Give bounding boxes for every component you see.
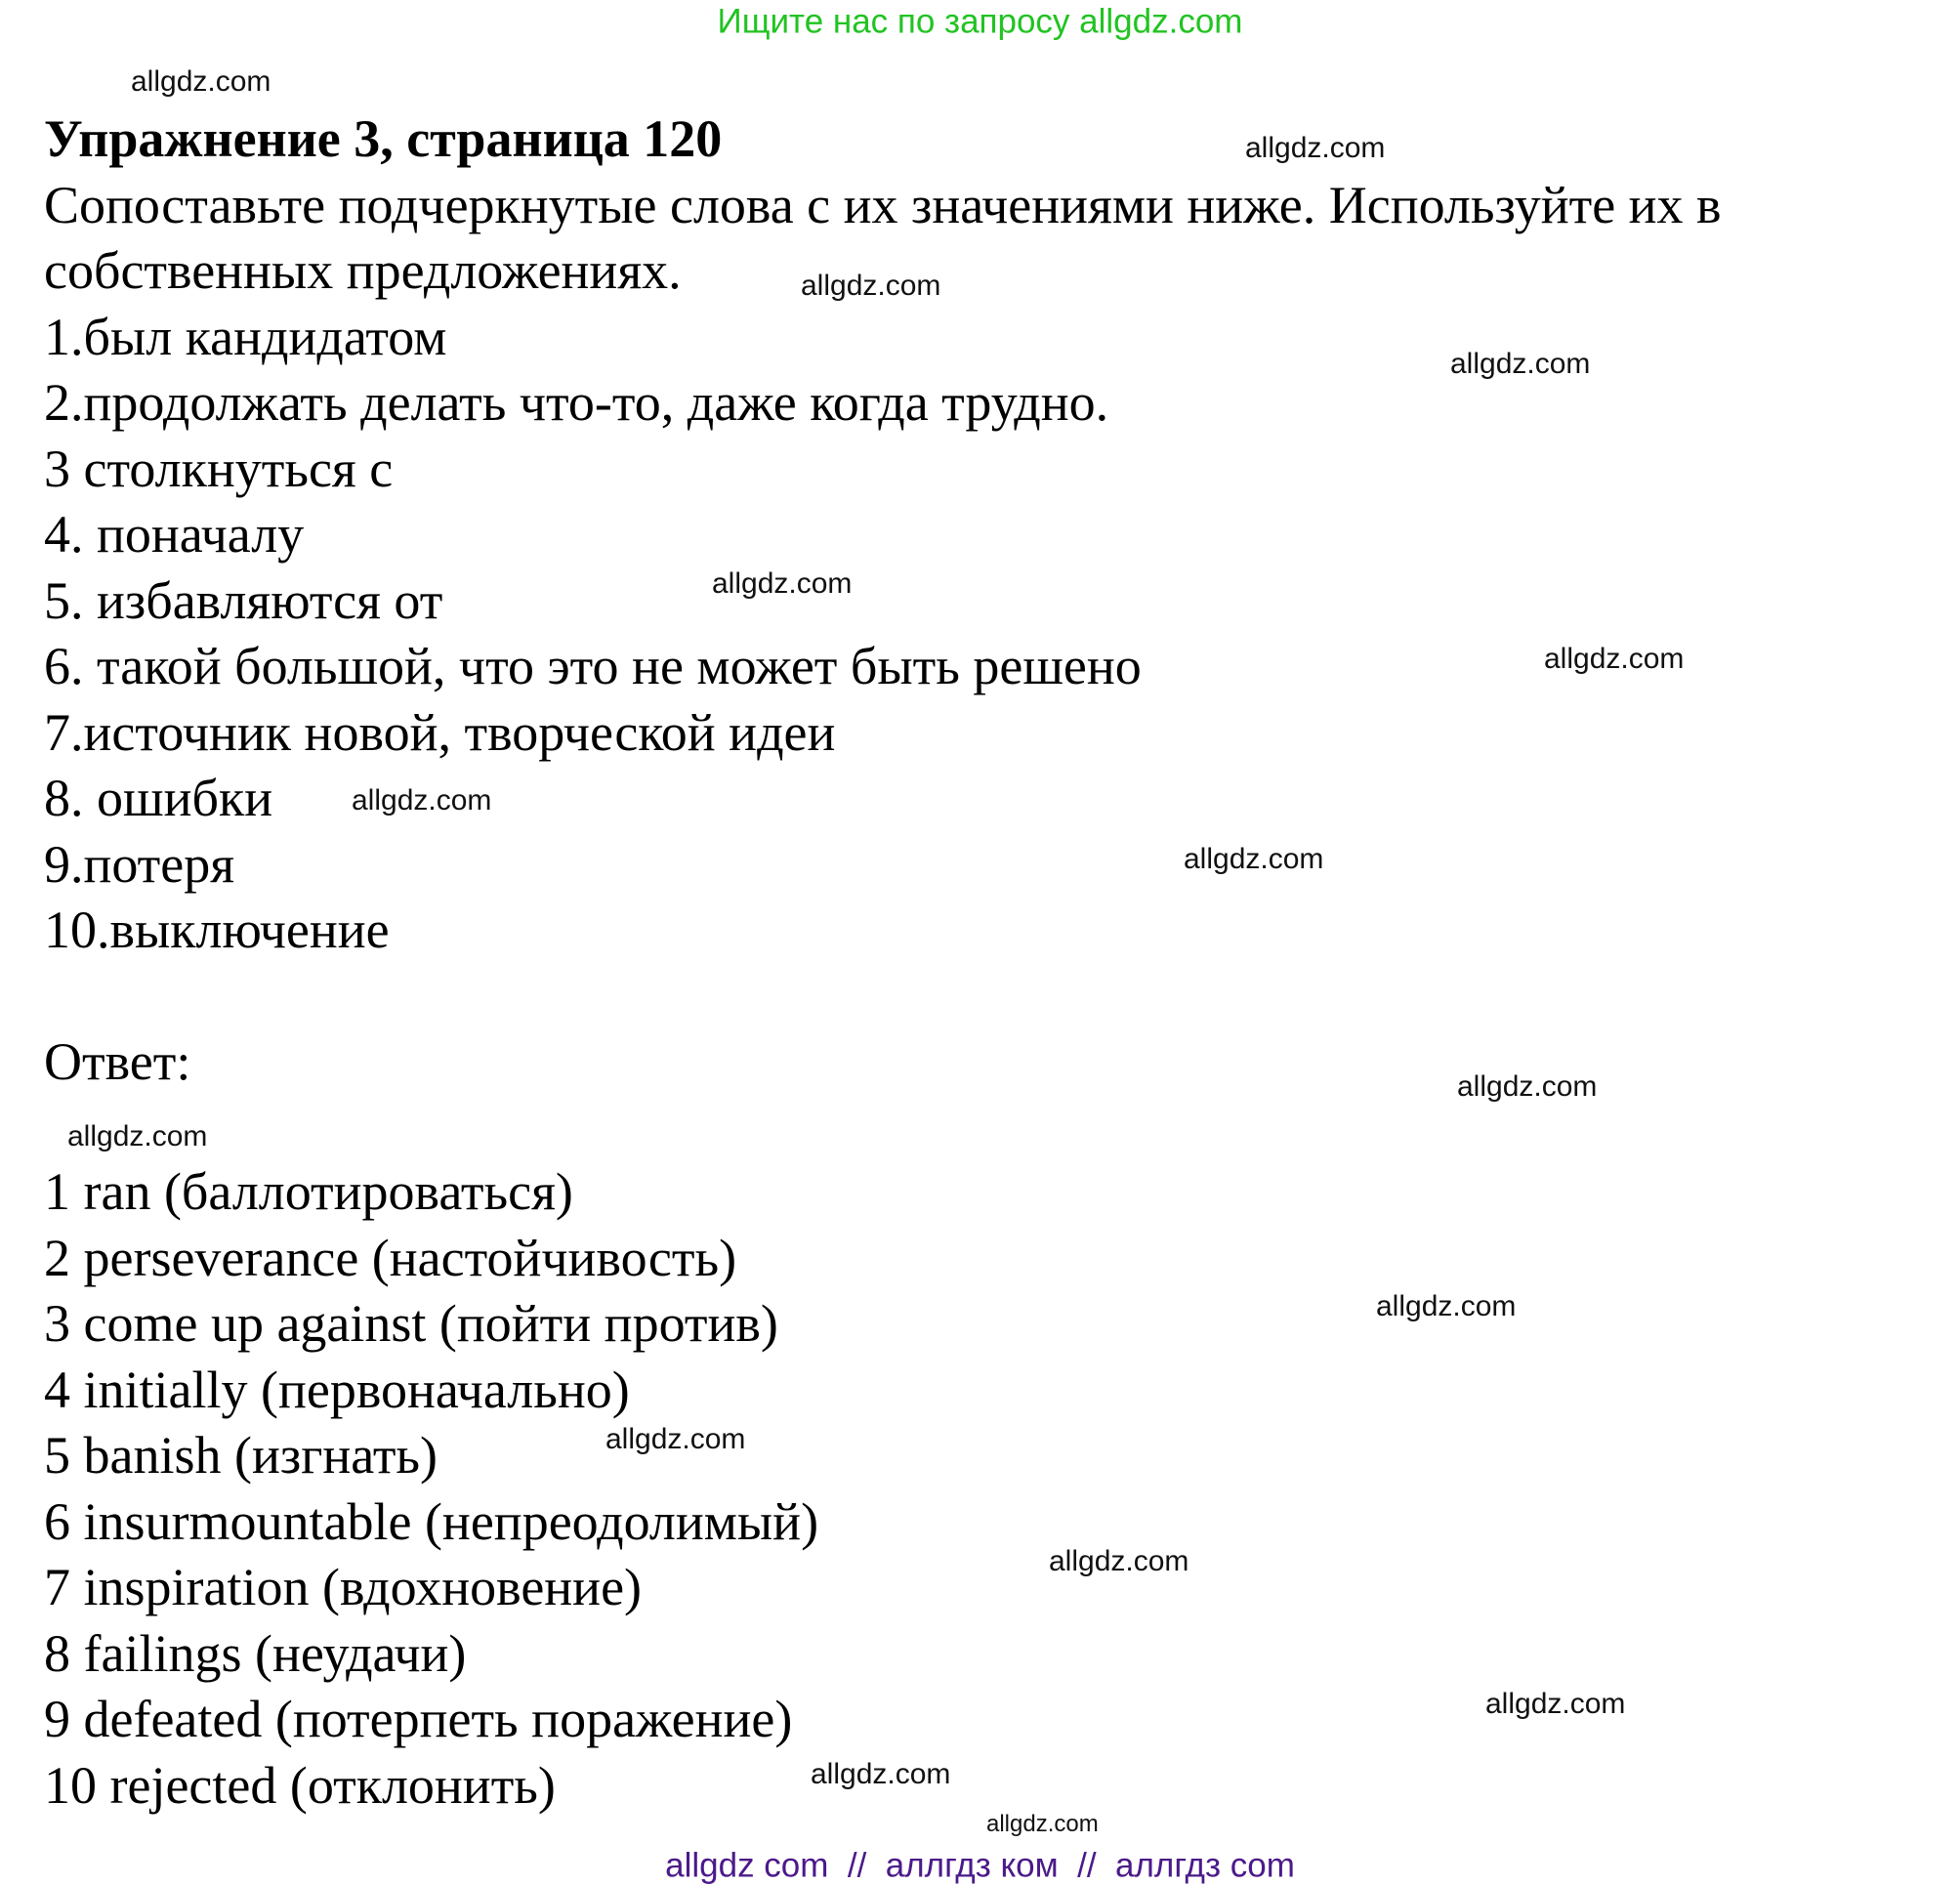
watermark: allgdz.com bbox=[1049, 1545, 1189, 1577]
definition-item: 4. поначалу bbox=[44, 505, 305, 564]
watermark: allgdz.com bbox=[352, 784, 492, 817]
answer-item: 4 initially (первоначально) bbox=[44, 1361, 630, 1419]
watermark: allgdz.com bbox=[1485, 1688, 1626, 1720]
watermark: allgdz.com bbox=[605, 1423, 746, 1455]
definition-item: 6. такой большой, что это не может быть решено bbox=[44, 637, 1142, 695]
answer-item: 7 inspiration (вдохновение) bbox=[44, 1558, 643, 1616]
watermark: allgdz.com bbox=[811, 1758, 951, 1790]
answer-item: 2 perseverance (настойчивость) bbox=[44, 1229, 737, 1287]
definition-item: 7.источник новой, творческой идеи bbox=[44, 703, 836, 762]
watermark: allgdz.com bbox=[1376, 1290, 1517, 1322]
definition-item: 2.продолжать делать что-то, даже когда трудно. bbox=[44, 373, 1109, 432]
answer-item: 8 failings (неудачи) bbox=[44, 1624, 467, 1683]
answer-label: Ответ: bbox=[44, 1032, 191, 1091]
watermark: allgdz.com bbox=[1184, 843, 1324, 875]
definition-item: 10.выключение bbox=[44, 901, 390, 959]
watermark: allgdz.com bbox=[1457, 1070, 1598, 1103]
answer-item: 6 insurmountable (непреодолимый) bbox=[44, 1492, 819, 1551]
top-banner: Ищите нас по запросу allgdz.com bbox=[717, 2, 1243, 41]
watermark: allgdz.com bbox=[1450, 348, 1591, 380]
answer-item: 10 rejected (отклонить) bbox=[44, 1756, 556, 1815]
answer-item: 1 ran (баллотироваться) bbox=[44, 1162, 573, 1221]
answer-item: 9 defeated (потерпеть поражение) bbox=[44, 1690, 793, 1748]
watermark: allgdz.com bbox=[801, 270, 941, 302]
instruction-line: Сопоставьте подчеркнутые слова с их значениями ниже. Используйте их в bbox=[44, 176, 1722, 234]
definition-item: 9.потеря bbox=[44, 835, 235, 894]
definition-item: 1.был кандидатом bbox=[44, 308, 447, 366]
watermark: allgdz.com bbox=[986, 1811, 1099, 1837]
footer-links: allgdz com // аллгдз ком // аллгдз com bbox=[665, 1846, 1295, 1885]
definition-item: 5. избавляются от bbox=[44, 571, 443, 630]
instruction-line: собственных предложениях. bbox=[44, 241, 682, 300]
definition-item: 3 столкнуться с bbox=[44, 440, 394, 498]
watermark: allgdz.com bbox=[131, 65, 271, 98]
answer-item: 5 banish (изгнать) bbox=[44, 1426, 438, 1485]
page-title: Упражнение 3, страница 120 bbox=[44, 109, 723, 168]
watermark: allgdz.com bbox=[712, 567, 853, 600]
watermark: allgdz.com bbox=[1245, 132, 1386, 164]
answer-item: 3 come up against (пойти против) bbox=[44, 1294, 778, 1353]
watermark: allgdz.com bbox=[67, 1120, 208, 1152]
definition-item: 8. ошибки bbox=[44, 769, 273, 827]
watermark: allgdz.com bbox=[1544, 643, 1685, 675]
